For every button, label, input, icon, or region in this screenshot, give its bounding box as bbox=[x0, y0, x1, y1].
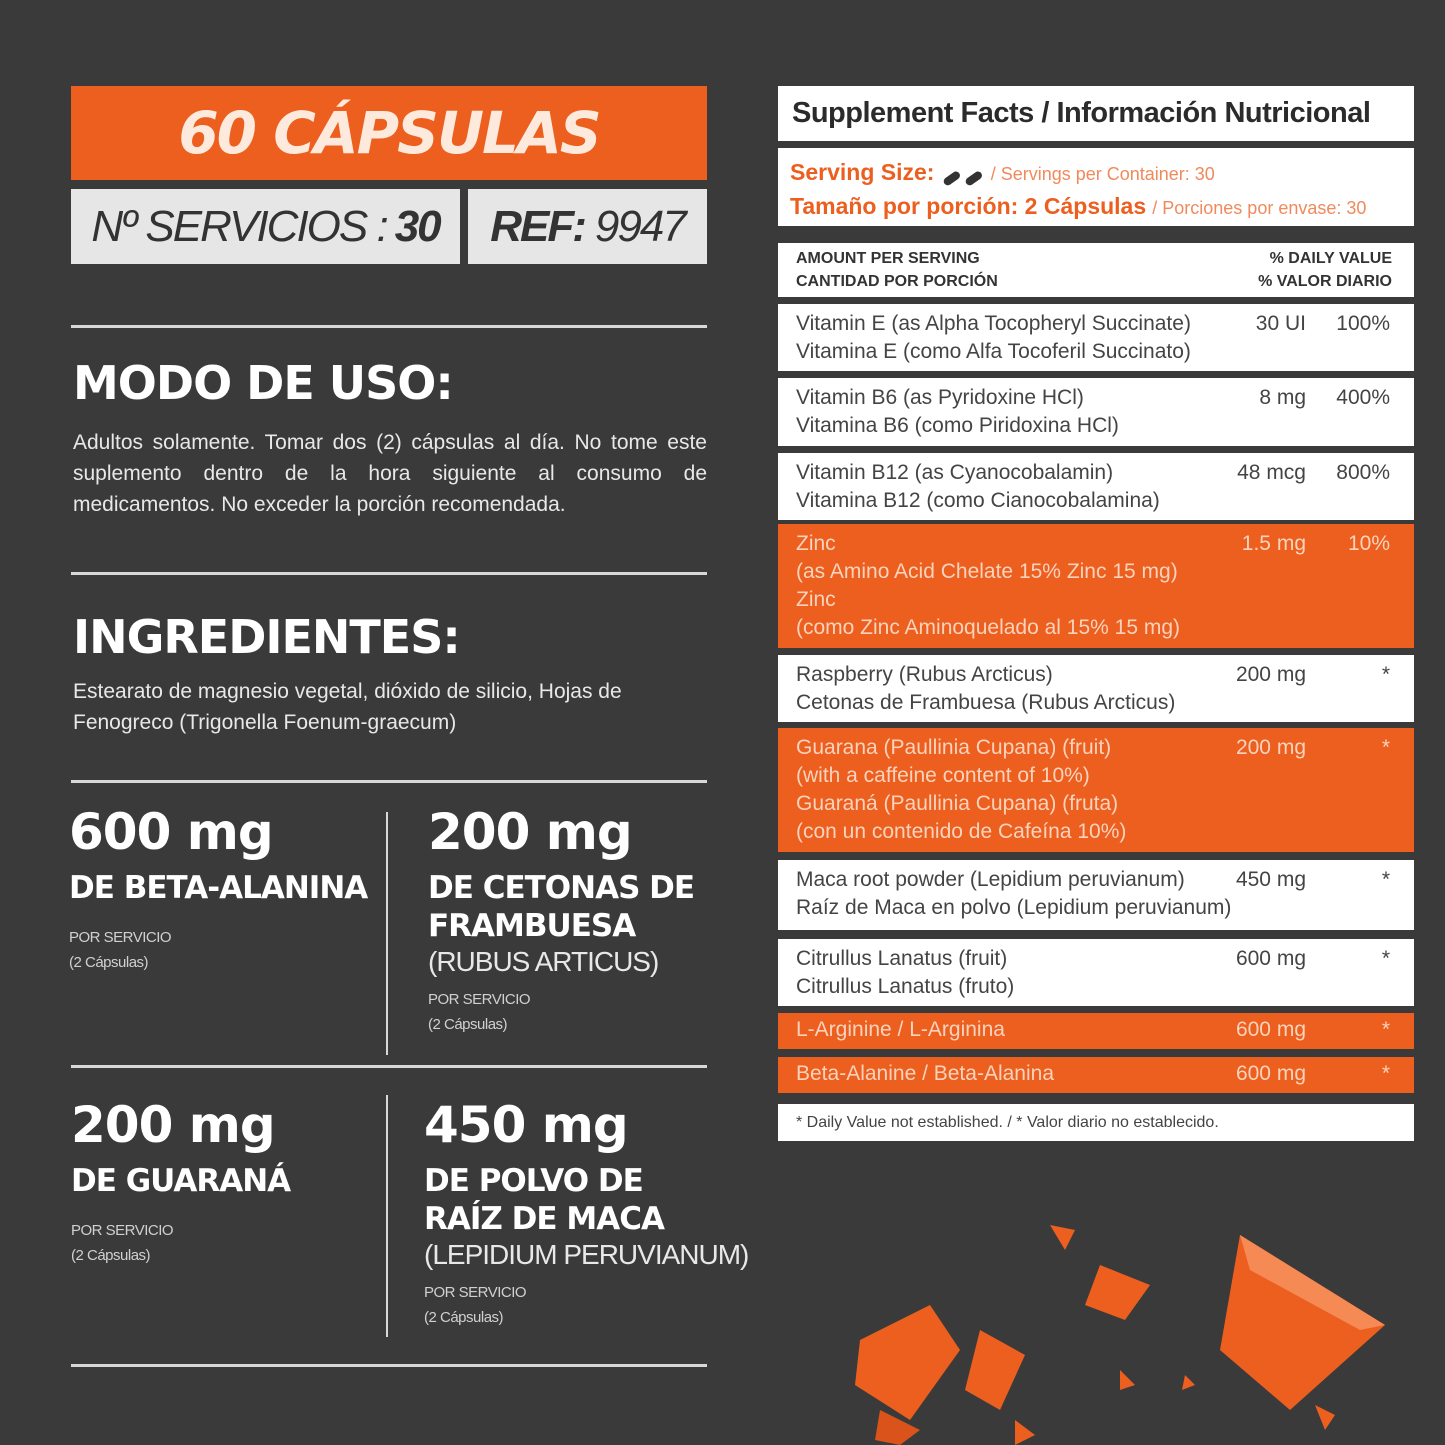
ingredient-name bbox=[796, 945, 1014, 1001]
stat-value: 200 mg bbox=[428, 803, 632, 861]
ingredient-name bbox=[796, 530, 1180, 642]
serving-size-label: Serving Size: bbox=[790, 159, 935, 185]
ref-label: REF: bbox=[490, 201, 585, 251]
amount-per-serving: 200 mg bbox=[1235, 736, 1306, 759]
amount-per-serving: 30 UI bbox=[1255, 312, 1306, 335]
stat-note: (2 Cápsulas) bbox=[428, 1016, 508, 1033]
stat-note: POR SERVICIO bbox=[71, 1222, 174, 1239]
ingredient-name bbox=[796, 866, 1231, 922]
stat-sub: (LEPIDIUM PERUVIANUM) bbox=[424, 1239, 749, 1270]
capsules-icon bbox=[941, 165, 985, 183]
ingredient-line: Maca root powder (Lepidium peruvianum) bbox=[796, 868, 1185, 891]
ingredient-line: Raíz de Maca en polvo (Lepidium peruvianum) bbox=[796, 896, 1232, 919]
ingredient-line: Vitamin B12 (as Cyanocobalamin) bbox=[796, 461, 1114, 484]
capsules-count: 60 CÁPSULAS bbox=[178, 99, 600, 167]
divider bbox=[71, 780, 707, 783]
ingredients-text: Estearato de magnesio vegetal, dióxido de silicio, Hojas de Fenogreco (Trigonella Foenum-graecum) bbox=[73, 680, 622, 734]
facts-row bbox=[778, 728, 1414, 852]
ingredient-line: Citrullus Lanatus (fruit) bbox=[796, 947, 1008, 970]
facts-row bbox=[778, 378, 1414, 446]
ingredient-line: Zinc bbox=[796, 532, 836, 555]
ingredient-name bbox=[796, 459, 1160, 515]
ingredient-line: Raspberry (Rubus Arcticus) bbox=[796, 663, 1053, 686]
stat-value: 450 mg bbox=[424, 1096, 628, 1154]
amount-per-serving: 200 mg bbox=[1235, 663, 1306, 686]
ingredient-line: (as Amino Acid Chelate 15% Zinc 15 mg) bbox=[796, 560, 1178, 583]
tamano-porcion: Tamaño por porción: 2 Cápsulas bbox=[790, 193, 1147, 219]
amount-per-serving: 1.5 mg bbox=[1241, 532, 1306, 555]
stat-label: DE POLVO DE bbox=[424, 1163, 643, 1199]
ingredient-line: Vitamina E (como Alfa Tocoferil Succinato) bbox=[796, 340, 1191, 363]
ingredient-line: Vitamin E (as Alpha Tocopheryl Succinate) bbox=[796, 312, 1191, 335]
stat-value: 600 mg bbox=[69, 803, 273, 861]
stat-note: POR SERVICIO bbox=[424, 1284, 527, 1301]
usage-text: Adultos solamente. Tomar dos (2) cápsulas al día. No tome este suplemento dentro de la hora siguiente al consumo de medicamentos. No exceder la porción recomendada. bbox=[73, 431, 707, 516]
col-dv-en: % DAILY VALUE bbox=[1269, 250, 1392, 267]
col-dv-es: % VALOR DIARIO bbox=[1258, 273, 1392, 290]
stat-note: (2 Cápsulas) bbox=[71, 1247, 151, 1264]
ingredient-line: (con un contenido de Cafeína 10%) bbox=[796, 820, 1127, 843]
daily-value: * bbox=[1381, 868, 1390, 891]
ingredient-line: L-Arginine / L-Arginina bbox=[796, 1018, 1005, 1041]
stat-note: POR SERVICIO bbox=[428, 991, 531, 1008]
ingredient-line: Vitamin B6 (as Pyridoxine HCl) bbox=[796, 386, 1084, 409]
usage-title: MODO DE USO: bbox=[73, 356, 453, 410]
ref-box bbox=[468, 189, 707, 264]
daily-value: 400% bbox=[1336, 386, 1390, 409]
stat-label: DE GUARANÁ bbox=[71, 1163, 291, 1199]
ingredient-line: Zinc bbox=[796, 588, 836, 611]
col-amount-en: AMOUNT PER SERVING bbox=[796, 250, 980, 267]
stat-value: 200 mg bbox=[71, 1096, 275, 1154]
ref-value: 9947 bbox=[594, 201, 685, 251]
ingredients-title: INGREDIENTES: bbox=[73, 610, 460, 664]
stat-label: RAÍZ DE MACA bbox=[424, 1201, 664, 1237]
daily-value: * bbox=[1381, 1018, 1390, 1041]
decorative-shards bbox=[820, 1210, 1420, 1445]
ingredient-name bbox=[796, 1060, 1054, 1088]
divider bbox=[71, 1364, 707, 1367]
daily-value: * bbox=[1381, 663, 1390, 686]
facts-row bbox=[778, 860, 1414, 930]
stat-guarana bbox=[71, 1096, 290, 1268]
ingredient-name bbox=[796, 384, 1119, 440]
ingredient-line: Citrullus Lanatus (fruto) bbox=[796, 975, 1015, 998]
servings-label: Nº SERVICIOS : bbox=[91, 201, 387, 251]
stat-note: (2 Cápsulas) bbox=[69, 954, 149, 971]
ingredient-name bbox=[796, 1016, 1005, 1044]
facts-row bbox=[778, 1013, 1414, 1049]
ingredient-line: Vitamina B6 (como Piridoxina HCl) bbox=[796, 414, 1119, 437]
facts-row bbox=[778, 655, 1414, 722]
amount-per-serving: 600 mg bbox=[1235, 1018, 1306, 1041]
servings-per-container: / Servings per Container: 30 bbox=[990, 164, 1215, 184]
daily-value: 800% bbox=[1336, 461, 1390, 484]
facts-title: Supplement Facts / Información Nutricional bbox=[778, 86, 1414, 141]
daily-value: * bbox=[1381, 1062, 1390, 1085]
amount-per-serving: 48 mcg bbox=[1237, 461, 1306, 484]
serving-info bbox=[778, 148, 1414, 226]
divider bbox=[71, 1065, 707, 1068]
stat-raspberry-ketones bbox=[428, 803, 694, 1037]
ingredient-line: (como Zinc Aminoquelado al 15% 15 mg) bbox=[796, 616, 1181, 639]
daily-value: 10% bbox=[1347, 532, 1390, 555]
ingredient-line: Vitamina B12 (como Cianocobalamina) bbox=[796, 489, 1160, 512]
amount-per-serving: 8 mg bbox=[1259, 386, 1306, 409]
vertical-divider bbox=[386, 812, 388, 1055]
daily-value: 100% bbox=[1336, 312, 1390, 335]
daily-value: * bbox=[1381, 947, 1390, 970]
stat-sub: (RUBUS ARTICUS) bbox=[428, 946, 659, 977]
ingredient-line: Cetonas de Frambuesa (Rubus Arcticus) bbox=[796, 691, 1176, 714]
ingredient-line: Beta-Alanine / Beta-Alanina bbox=[796, 1062, 1054, 1085]
stat-label: DE CETONAS DE bbox=[428, 870, 695, 906]
facts-row bbox=[778, 304, 1414, 371]
stat-maca bbox=[424, 1096, 748, 1330]
servings-box bbox=[71, 189, 460, 264]
porciones-envase: / Porciones por envase: 30 bbox=[1152, 198, 1367, 218]
amount-per-serving: 600 mg bbox=[1235, 1062, 1306, 1085]
stat-label: DE BETA-ALANINA bbox=[69, 870, 368, 906]
facts-row bbox=[778, 939, 1414, 1006]
divider bbox=[71, 572, 707, 575]
amount-per-serving: 600 mg bbox=[1235, 947, 1306, 970]
ingredient-line: Guaraná (Paullinia Cupana) (fruta) bbox=[796, 792, 1119, 815]
stat-beta-alanine bbox=[69, 803, 367, 975]
amount-per-serving: 450 mg bbox=[1235, 868, 1306, 891]
facts-row bbox=[778, 524, 1414, 648]
col-amount-es: CANTIDAD POR PORCIÓN bbox=[796, 273, 998, 290]
stat-note: POR SERVICIO bbox=[69, 929, 172, 946]
vertical-divider bbox=[386, 1095, 388, 1337]
capsules-banner bbox=[71, 86, 707, 180]
stat-label: FRAMBUESA bbox=[428, 908, 636, 944]
facts-row bbox=[778, 1057, 1414, 1093]
ingredient-name bbox=[796, 310, 1191, 366]
servings-value: 30 bbox=[394, 201, 440, 251]
facts-column-headers bbox=[778, 243, 1414, 297]
facts-row bbox=[778, 453, 1414, 520]
facts-footnote: * Daily Value not established. / * Valor diario no establecido. bbox=[778, 1104, 1414, 1141]
ingredient-line: (with a caffeine content of 10%) bbox=[796, 764, 1090, 787]
stat-note: (2 Cápsulas) bbox=[424, 1309, 504, 1326]
divider bbox=[71, 325, 707, 328]
ingredient-name bbox=[796, 661, 1175, 717]
ingredient-name bbox=[796, 734, 1126, 846]
daily-value: * bbox=[1381, 736, 1390, 759]
ingredient-line: Guarana (Paullinia Cupana) (fruit) bbox=[796, 736, 1112, 759]
